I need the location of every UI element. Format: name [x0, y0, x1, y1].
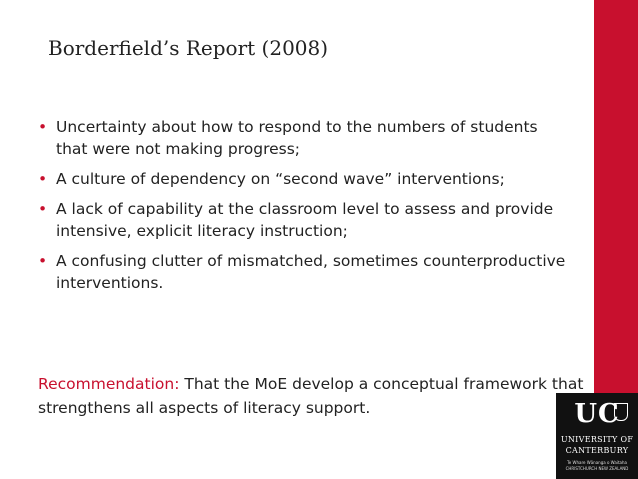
recommendation	[38, 372, 588, 420]
bullet-dot: •	[38, 170, 48, 188]
bullet-dot: •	[38, 118, 48, 136]
logo-line-1: UNIVERSITY OF	[560, 435, 634, 444]
bullet-text: A culture of dependency on “second wave” interventions;	[56, 170, 505, 188]
logo-line-2: CANTERBURY	[565, 446, 629, 455]
university-logo	[556, 393, 638, 479]
recommendation-label: Recommendation:	[38, 375, 180, 393]
bullet-dot: •	[38, 200, 48, 218]
bullet-text: Uncertainty about how to respond to the numbers of students that were not making progress;	[56, 118, 538, 158]
logo-mark: UC	[574, 399, 620, 429]
slide-title: Borderfield’s Report (2008)	[48, 36, 329, 60]
logo-city: CHRISTCHURCH NEW ZEALAND	[565, 466, 629, 471]
bullet-list	[38, 116, 568, 302]
bullet-item	[38, 116, 568, 160]
bullet-item	[38, 198, 568, 242]
logo-motto: Te Whare Wānanga o Waitaha	[567, 460, 627, 465]
bullet-text: A lack of capability at the classroom level to assess and provide intensive, explicit literacy instruction;	[56, 200, 554, 240]
recommendation-text: That the MoE develop a conceptual framework that strengthens all aspects of literacy support.	[38, 375, 584, 417]
bullet-item	[38, 250, 568, 294]
crest-icon	[614, 403, 628, 421]
bullet-text: A confusing clutter of mismatched, sometimes counterproductive interventions.	[56, 252, 566, 292]
bullet-dot: •	[38, 252, 48, 270]
bullet-item	[38, 168, 568, 190]
